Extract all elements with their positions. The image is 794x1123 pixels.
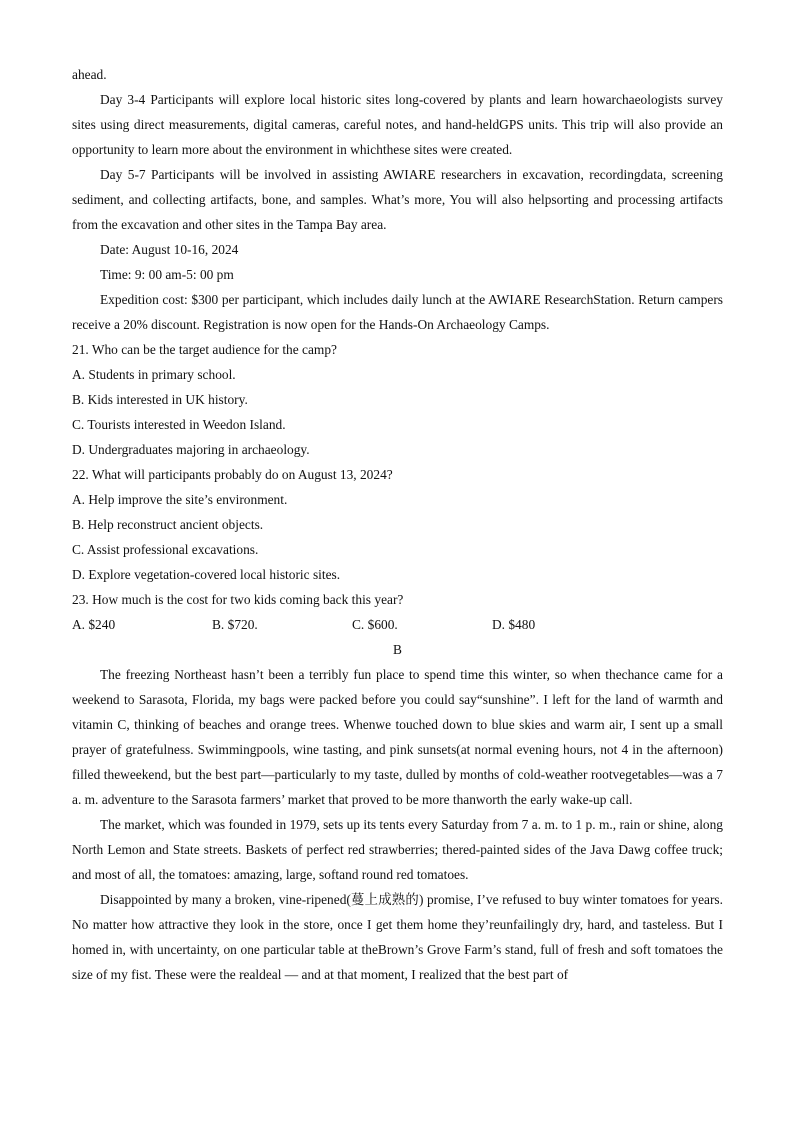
camp-time: Time: 9: 00 am-5: 00 pm [100, 267, 234, 282]
passage-b-paragraph-1: The freezing Northeast hasn’t been a terribly fun place to spend time this winter, so when thechance came for a weekend to Sarasota, Florida, my bags were packed before you could say“sunshine”. I left for the land of warmth and vitamin C, thinking of beaches and orange trees. Whenwe touched down to blue skies and warm air, I sent up a small prayer of gratefulness. Swimmingpools, wine tasting, and pink sunsets(at normal evening hours, not 4 in the afternoon) filled theweekend, but the best part—particularly to my taste, dulled by months of cold-weather rootvegetables—was a 7 a. m. adventure to the Sarasota farmers’ market that proved to be more thanworth the early wake-up call. [72, 667, 723, 807]
question-23-option-d: D. $480 [492, 617, 536, 632]
question-21-option-b: B. Kids interested in UK history. [72, 392, 248, 407]
passage-b-heading: B [393, 642, 402, 657]
question-23-stem: 23. How much is the cost for two kids coming back this year? [72, 592, 404, 607]
question-22-stem: 22. What will participants probably do on August 13, 2024? [72, 467, 393, 482]
question-21-option-c: C. Tourists interested in Weedon Island. [72, 417, 286, 432]
intro-ending: ahead. [72, 67, 107, 82]
question-21-stem: 21. Who can be the target audience for the camp? [72, 342, 337, 357]
day-5-7-paragraph: Day 5-7 Participants will be involved in assisting AWIARE researchers in excavation, recordingdata, screening sediment, and collecting artifacts, bone, and samples. What’s more, You will also helpsorting and processing artifacts from the excavation and other sites in the Tampa Bay area. [72, 167, 723, 232]
question-22-option-c: C. Assist professional excavations. [72, 542, 259, 557]
question-23-option-b: B. $720. [212, 617, 258, 632]
camp-date: Date: August 10-16, 2024 [100, 242, 239, 257]
question-23-options [72, 612, 723, 637]
question-22-option-a: A. Help improve the site’s environment. [72, 492, 288, 507]
question-22-option-d: D. Explore vegetation-covered local historic sites. [72, 567, 341, 582]
document-page [72, 62, 723, 987]
passage-b-paragraph-2: The market, which was founded in 1979, sets up its tents every Saturday from 7 a. m. to 1 p. m., rain or shine, along North Lemon and State streets. Baskets of perfect red strawberries; thered-painted sides of the Java Dawg coffee truck; and most of all, the tomatoes: amazing, large, softand round red tomatoes. [72, 817, 723, 882]
question-21-option-a: A. Students in primary school. [72, 367, 236, 382]
question-23-option-a: A. $240 [72, 617, 116, 632]
question-21-option-d: D. Undergraduates majoring in archaeology. [72, 442, 310, 457]
cost-paragraph: Expedition cost: $300 per participant, which includes daily lunch at the AWIARE ResearchStation. Return campers receive a 20% discount. Registration is now open for the Hands-On Archaeology Camps. [72, 292, 723, 332]
day-3-4-paragraph: Day 3-4 Participants will explore local historic sites long-covered by plants and learn howarchaeologists survey sites using direct measurements, digital cameras, careful notes, and hand-heldGPS units. This trip will also provide an opportunity to learn more about the environment in whichthese sites were created. [72, 92, 723, 157]
passage-b-paragraph-3: Disappointed by many a broken, vine-ripened(蔓上成熟的) promise, I’ve refused to buy winter tomatoes for years. No matter how attractive they look in the store, once I get them home they’reunfailingly dry, hard, and tasteless. But I homed in, with uncertainty, on one particular table at theBrown’s Grove Farm’s stand, full of fresh and soft tomatoes the size of my fist. These were the realdeal — and at that moment, I realized that the best part of [72, 892, 723, 982]
question-22-option-b: B. Help reconstruct ancient objects. [72, 517, 264, 532]
question-23-option-c: C. $600. [352, 617, 398, 632]
